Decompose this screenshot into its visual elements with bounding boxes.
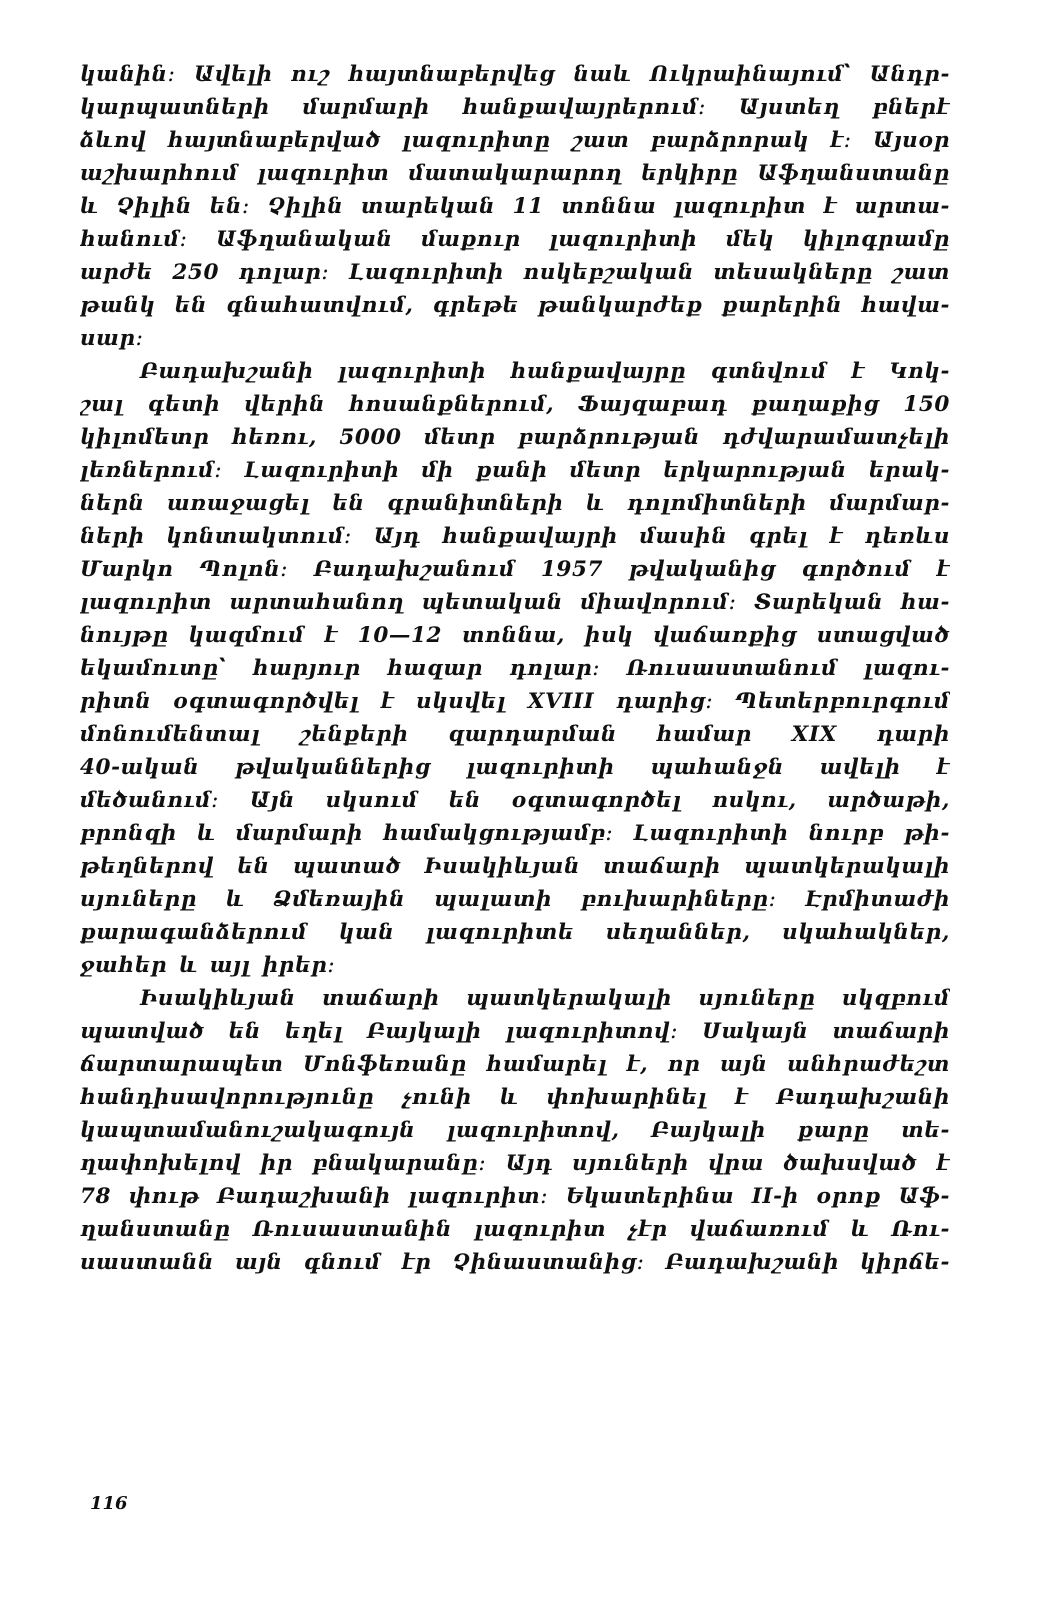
text-line: ներն առաջացել են գրանիտների և դոլոմիտների մարմար- <box>80 491 950 516</box>
paragraph-3 <box>80 982 950 1279</box>
text-line: թանկ են գնահատվում, գրեթե թանկարժեք քարերին հավա- <box>80 293 950 318</box>
text-line: և Չիլին են։ Չիլին տարեկան 11 տոննա լազուրիտ է արտա- <box>80 194 950 219</box>
text-line: թեղներով են պատած Իսակիևյան տաճարի պատկերակալի <box>80 854 950 879</box>
text-line: մեծանում։ Այն սկսում են օգտագործել ոսկու, արծաթի, <box>80 788 950 813</box>
text-line: սյուները և Ձմեռային պալատի բուխարիները։ Էրմիտաժի <box>80 887 950 912</box>
text-line: 40-ական թվականներից լազուրիտի պահանջն ավելի է <box>80 755 950 780</box>
text-line: ձևով հայտնաբերված լազուրիտը շատ բարձրորակ է։ Այսօր <box>80 128 950 153</box>
text-line: ղանստանը Ռուսաստանին լազուրիտ չէր վաճառում և Ռու- <box>80 1217 950 1242</box>
text-line: կիլոմետր հեռու, 5000 մետր բարձրության դժվարամատչելի <box>80 425 950 450</box>
text-line: լեռներում։ Լազուրիտի մի քանի մետր երկարության երակ- <box>80 458 950 483</box>
text-line: Մարկո Պոլոն։ Բադախշանում 1957 թվականից գործում է <box>80 557 950 582</box>
text-line: րիտն օգտագործվել է սկսվել XVIII դարից։ Պետերբուրգում <box>80 689 950 714</box>
text-line: եկամուտը՝ հարյուր հազար դոլար։ Ռուսաստանում լազու- <box>80 656 950 681</box>
text-line: հանում։ Աֆղանական մաքուր լազուրիտի մեկ կիլոգրամը <box>80 227 950 252</box>
paragraph-1 <box>80 58 950 355</box>
text-line: հանդիսավորությունը չունի և փոխարինել է Բադախշանի <box>80 1085 950 1110</box>
text-line: լազուրիտ արտահանող պետական միավորում։ Տարեկան հա- <box>80 590 950 615</box>
text-line: սար։ <box>80 326 144 351</box>
paragraph-2 <box>80 355 950 982</box>
text-line: նույթը կազմում է 10—12 տոննա, իսկ վաճառքից ստացված <box>80 623 950 648</box>
text-line: սաստանն այն գնում էր Չինաստանից։ Բադախշանի կիրճե- <box>80 1250 950 1275</box>
text-line: աշխարհում լազուրիտ մատակարարող երկիրը Աֆղանստանը <box>80 161 950 186</box>
text-line: ճարտարապետ Մոնֆեռանը համարել է, որ այն անհրաժեշտ <box>80 1052 950 1077</box>
text-line: ների կոնտակտում։ Այդ հանքավայրի մասին գրել է դեռևս <box>80 524 950 549</box>
text-line: 78 փութ Բադաշխանի լազուրիտ։ Եկատերինա II-ի օրոք Աֆ- <box>80 1184 950 1209</box>
text-line: ղափոխելով իր բնակարանը։ Այդ սյուների վրա ծախսված է <box>80 1151 950 1176</box>
text-line: շալ գետի վերին հոսանքներում, Ֆայզաբադ քաղաքից 150 <box>80 392 950 417</box>
text-line: արժե 250 դոլար։ Լազուրիտի ոսկեբշական տեսակները շատ <box>80 260 950 285</box>
page-number: 116 <box>90 1493 128 1514</box>
text-line: բրոնզի և մարմարի համակցությամբ։ Լազուրիտի նուրբ թի- <box>80 821 950 846</box>
text-line: Բադախշանի լազուրիտի հանքավայրը գտնվում է Կոկ- <box>140 359 950 384</box>
text-line: ջահեր և այլ իրեր։ <box>80 953 336 978</box>
book-page <box>80 58 950 1558</box>
text-line: կապտամանուշակագույն լազուրիտով, Բայկալի քարը տե- <box>80 1118 950 1143</box>
text-line: կարպատների մարմարի հանքավայրերում։ Այստեղ բներէ <box>80 95 950 120</box>
text-line: պատված են եղել Բայկալի լազուրիտով։ Սակայն տաճարի <box>80 1019 950 1044</box>
text-line: կանին։ Ավելի ուշ հայտնաբերվեց նաև Ուկրաինայում՝ Անդր- <box>80 62 950 87</box>
text-line: մոնումենտալ շենքերի զարդարման համար XIX դարի <box>80 722 950 747</box>
text-line: քարագանձերում կան լազուրիտե սեղաններ, սկահակներ, <box>80 920 950 945</box>
text-line: Իսակիևյան տաճարի պատկերակալի սյուները սկզբում <box>140 986 950 1011</box>
